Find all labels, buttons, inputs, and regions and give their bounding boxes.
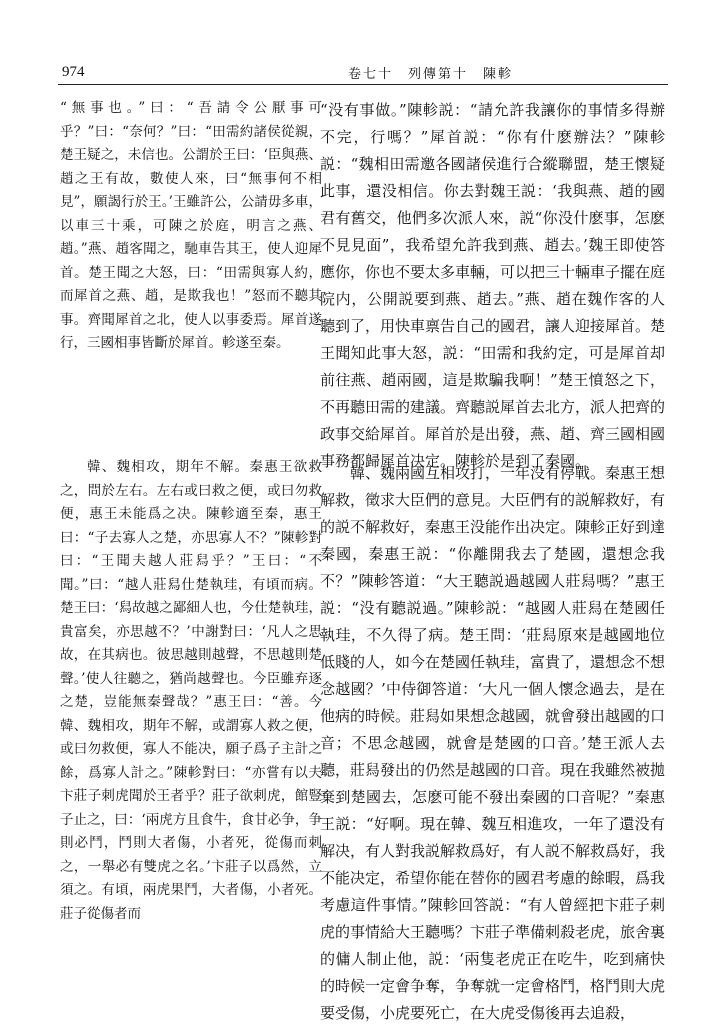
right-column-top: [320, 97, 665, 475]
classical-paragraph-1: “無事也。”曰：“吾請令公厭事可乎？”曰：“奈何？”曰：“田需約諸侯從親，楚王疑之，未信也。公謂於王曰：‘臣與燕、趙之王有故，數使人來，曰“無事何不相見”，願謁行於王。’王雖許公，公請毋多車，以車三十乘，可陳之於庭，明言之燕、趙。”燕、趙客聞之，馳車告其王，使人迎犀首。楚王聞之大怒，曰：“田需與寡人約，而犀首之燕、趙，是欺我也！”怒而不聽其事。齊聞犀首之北，使人以事委焉。犀首遂行，三國相事皆斷於犀首。軫遂至秦。: [60, 100, 322, 351]
right-column-bottom: [320, 460, 665, 1027]
page-number: 974: [62, 64, 85, 80]
running-head: 卷七十 列傳第十 陳軫: [348, 67, 514, 82]
page-header: [58, 62, 668, 85]
left-column-top: [60, 97, 322, 356]
translation-paragraph-1: “没有事做。”陳軫説：“請允許我讓你的事情多得辦不完，行嗎？”犀首説：“你有什麽辦法？”陳軫説：“魏相田需邀各國諸侯進行合縱聯盟，楚王懷疑此事，還没相信。你去對魏王説：‘我與燕、趙的國君有舊交，他們多次派人來，説“你没什麽事，怎麽不見見面”，我希望允許我到燕、趙去。’魏王即使答應你，你也不要太多車輛，可以把三十輛車子擺在庭院内，公開説要到燕、趙去。”燕、趙在魏作客的人聽到了，用快車禀告自己的國君，讓人迎接犀首。楚王聞知此事大怒，説：“田需和我約定，可是犀首却前往燕、趙兩國，這是欺騙我啊！”楚王憤怒之下，不再聽田需的建議。齊聽説犀首去北方，派人把齊的政事交給犀首。犀首於是出發，燕、趙、齊三國相國事務都歸犀首决定。陳軫於是到了秦國。: [320, 101, 666, 470]
left-column-bottom: [60, 456, 322, 926]
classical-paragraph-2: 韓、魏相攻，期年不解。秦惠王欲救之，問於左右。左右或曰救之便，或曰勿救便，惠王未能爲之决。陳軫適至秦，惠王曰：“子去寡人之楚，亦思寡人不？”陳軫對曰：“王聞夫越人莊舄乎？”王曰：“不聞。”曰：“越人莊舄仕楚執珪，有頃而病。楚王曰：‘舄故越之鄙細人也，今仕楚執珪，貴富矣，亦思越不？’中謝對曰：‘凡人之思故，在其病也。彼思越則越聲，不思越則楚聲。’使人往聽之，猶尚越聲也。今臣雖弃逐之楚，豈能無秦聲哉？”惠王曰：“善。今韓、魏相攻，期年不解，或謂寡人救之便，或曰勿救便，寡人不能决，願子爲子主計之餘，爲寡人計之。”陳軫對曰：“亦嘗有以夫卞莊子刺虎聞於王者乎？莊子欲刺虎，館豎子止之，曰：‘兩虎方且食牛，食甘必争，争則必鬥，鬥則大者傷，小者死，從傷而刺之，一舉必有雙虎之名。’卞莊子以爲然，立須之。有頃，兩虎果鬥，大者傷，小者死。莊子從傷者而: [60, 459, 322, 922]
translation-paragraph-2: 韓、魏兩國互相攻打，一年没有停戰。秦惠王想解救，徵求大臣們的意見。大臣們有的説解救好，有的説不解救好，秦惠王没能作出决定。陳軫正好到達秦國，秦惠王説：“你離開我去了楚國，還想念我不？”陳軫答道：“大王聽説過越國人莊舄嗎？”惠王説：“没有聽説過。”陳軫説：“越國人莊舄在楚國任執珪，不久得了病。楚王問：‘莊舄原來是越國地位低賤的人，如今在楚國任執珪，富貴了，還想念不想念越國？’中侍御答道：‘大凡一個人懷念過去，是在他病的時候。莊舄如果想念越國，就會發出越國的口音；不思念越國，就會是楚國的口音。’楚王派人去聽，莊舄發出的仍然是越國的口音。現在我雖然被拋棄到楚國去，怎麽可能不發出秦國的口音呢？”秦惠王説：“好啊。現在韓、魏互相進攻，一年了還没有解决，有人對我説解救爲好，有人説不解救爲好，我不能决定，希望你能在替你的國君考慮的餘暇，爲我考慮這件事情。”陳軫回答説：“有人曾經把卞莊子刺虎的事情給大王聽嗎？卞莊子準備刺殺老虎，旅舍裏的傭人制止他，説：‘兩隻老虎正在吃牛，吃到痛快的時候一定會争奪，争奪就一定會格鬥，格鬥則大虎要受傷，小虎要死亡，在大虎受傷後再去追殺，: [320, 464, 666, 1022]
